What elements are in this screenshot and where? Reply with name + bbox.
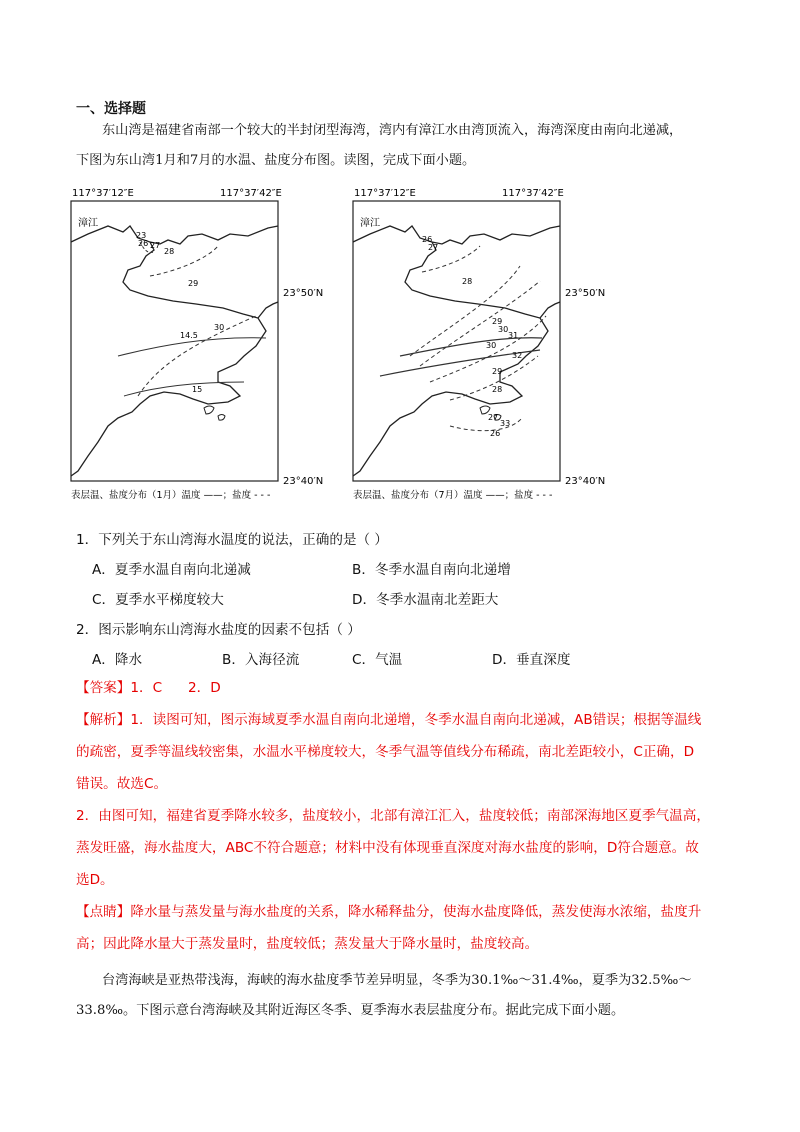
answer-tag: 【答案】 [76,680,131,696]
answer-text: 1．C 2．D [130,680,221,696]
answer-block [76,672,726,704]
map1-lat-bottom: 23°40′N [283,476,324,487]
question-2-option-d[interactable]: D．垂直深度 [492,652,571,668]
map1-island [218,415,225,421]
map1-lat-top: 23°50′N [283,288,324,299]
analysis-tag: 【解析】 [76,712,131,728]
analysis-line: 蒸发旺盛，海水盐度大，ABC不符合题意；材料中没有体现垂直深度对海水盐度的影响，D符合题意。故 [76,840,699,856]
tip-line: 降水量与蒸发量与海水盐度的关系，降水稀释盐分，使海水盐度降低，蒸发使海水浓缩，盐度升 [130,904,702,920]
map1-label: 28 [164,247,175,256]
question-1-option-c[interactable]: C．夏季水平梯度较大 [92,592,224,608]
map1-lon-right: 117°37′42″E [220,188,282,199]
analysis-line: 2．由图可知，福建省夏季降水较多，盐度较小，北部有漳江汇入，盐度较低；南部深海地区夏季气温高， [76,808,710,824]
map2-lon-right: 117°37′42″E [502,188,564,199]
map1-label: 23 [136,231,147,240]
question-2-option-a[interactable]: A．降水 [92,652,143,668]
map2-label: 30 [498,325,509,334]
tip-block [76,896,726,960]
map2-label: 30 [486,341,497,350]
map2-label: 29 [492,317,503,326]
map2-label: 27 [488,413,499,422]
tip-tag: 【点睛】 [76,904,131,920]
map2-label: 28 [492,385,503,394]
map2-lat-top: 23°50′N [565,288,606,299]
map2-label: 31 [508,331,519,340]
map1-lon-left: 117°37′12″E [72,188,134,199]
analysis-line: 错误。故选C。 [76,776,168,792]
map1-label: 27 [150,241,161,250]
question-2-stem: 2．图示影响东山湾海水盐度的因素不包括（ ） [76,622,361,638]
map2-lat-bottom: 23°40′N [565,476,606,487]
intro2-line1: 台湾海峡是亚热带浅海，海峡的海水盐度季节差异明显，冬季为30.1‰～31.4‰，夏季为32.5‰～ [102,973,692,988]
map2-label: 33 [500,419,511,428]
map1-isohaline-29 [150,246,218,276]
map1-frame [71,201,278,481]
map2-label: 32 [512,351,523,360]
map1-label: 15 [192,385,203,394]
question-1-option-a[interactable]: A．夏季水温自南向北递减 [92,562,251,578]
map1-river-label: 漳江 [78,218,98,229]
map2-isohaline [450,418,522,431]
map1-label: 29 [188,279,199,288]
map1-coast-east [258,302,278,318]
map1-coastline [71,226,266,476]
map1-label: 30 [214,323,225,332]
section-title: 一、选择题 [76,101,146,117]
analysis-block [76,704,726,896]
analysis-line: 的疏密，夏季等温线较密集，水温水平梯度较大，冬季气温等值线分布稀疏，南北差距较小，C正确，D [76,744,695,760]
intro2-line2: 33.8‰。下图示意台湾海峡及其附近海区冬季、夏季海水表层盐度分布。据此完成下面小题。 [76,1003,625,1018]
tip-line: 高；因此降水量大于蒸发量时，盐度较低；蒸发量大于降水量时，盐度较高。 [76,936,539,952]
map1-isotherm-14-5 [118,338,266,356]
question-2-option-c[interactable]: C．气温 [352,652,403,668]
map2-label: 26 [490,429,501,438]
analysis-line: 1．读图可知，图示海域夏季水温自南向北递增，冬季水温自南向北递减，AB错误；根据等温线 [130,712,702,728]
map2-coast-east [540,302,560,318]
question-2-option-b[interactable]: B．入海径流 [222,652,300,668]
analysis-line: 选D。 [76,872,114,888]
map2-lon-left: 117°37′12″E [354,188,416,199]
map2-frame [353,201,560,481]
intro-paragraph-1 [76,116,726,176]
map2-label: 27 [428,243,439,252]
map2-river-label: 漳江 [360,218,380,229]
map1-label: 26 [138,239,149,248]
map2-coast-north [432,226,560,244]
map1-label: 14.5 [180,331,198,340]
map1-caption: 表层温、盐度分布（1月）温度 ——；盐度 - - - [71,490,271,501]
intro-paragraph-2 [76,966,726,1026]
map1-coast-north [150,226,278,244]
question-1-option-b[interactable]: B．冬季水温自南向北递增 [352,562,511,578]
map-july [350,186,615,505]
map2-label: 29 [492,367,503,376]
map2-label: 26 [422,235,433,244]
map-january [68,186,333,505]
map1-island [204,406,214,414]
map2-label: 28 [462,277,473,286]
question-1-option-d[interactable]: D．冬季水温南北差距大 [352,592,499,608]
intro1-line1: 东山湾是福建省南部一个较大的半封闭型海湾，湾内有漳江水由湾顶流入，海湾深度由南向北递减， [102,123,683,138]
intro1-line2: 下图为东山湾1月和7月的水温、盐度分布图。读图，完成下面小题。 [76,153,476,168]
map2-caption: 表层温、盐度分布（7月）温度 ——；盐度 - - - [353,490,553,501]
question-1-stem: 1．下列关于东山湾海水温度的说法，正确的是（ ） [76,532,389,548]
